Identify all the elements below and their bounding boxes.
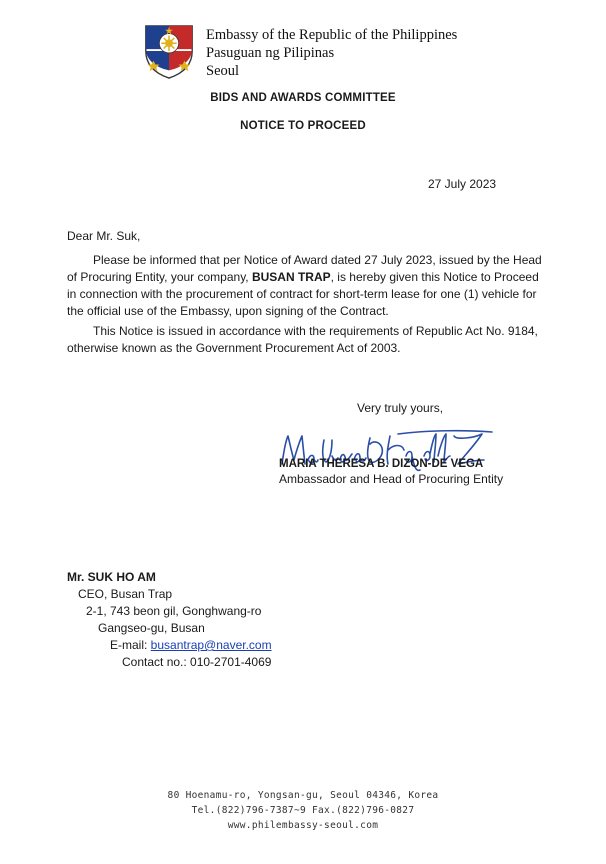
embassy-city: Seoul	[206, 63, 240, 79]
document-title: NOTICE TO PROCEED	[240, 120, 366, 132]
closing: Very truly yours,	[357, 401, 444, 415]
embassy-name-filipino: Pasuguan ng Pilipinas	[206, 45, 335, 61]
embassy-name: Embassy of the Republic of the Philippines	[206, 27, 458, 43]
addressee-name: Mr. SUK HO AM	[67, 570, 156, 584]
body-paragraph-1	[67, 252, 545, 320]
paragraph-1-after: , is hereby given this Notice to Proceed in connection with the procurement of contract for short-term lease for one (1) vehicle for the official use of the Embassy, upon signing of the Contract.	[67, 270, 539, 318]
paragraph-1-before: Please be informed that per Notice of Award dated 27 July 2023, issued by the Head of Procuring Entity, your company,	[67, 253, 542, 284]
company-name: BUSAN TRAP	[251, 270, 331, 284]
salutation: Dear Mr. Suk,	[67, 229, 141, 243]
addressee-email-line	[110, 637, 272, 654]
footer-website: www.philembassy-seoul.com	[227, 820, 379, 831]
addressee-district: Gangseo-gu, Busan	[98, 621, 205, 635]
committee-heading: BIDS AND AWARDS COMMITTEE	[210, 92, 396, 104]
addressee-position: CEO, Busan Trap	[78, 587, 173, 601]
signer-name: MARIA THERESA B. DIZON-DE VEGA	[279, 458, 484, 470]
email-link[interactable]: busantrap@naver.com	[150, 638, 272, 652]
email-label: E-mail:	[110, 638, 151, 652]
signer-title: Ambassador and Head of Procuring Entity	[279, 472, 504, 486]
body-paragraph-2: This Notice is issued in accordance with the requirements of Republic Act No. 9184, otherwise known as the Government Procurement Act of 2003.	[67, 324, 538, 355]
addressee-street: 2-1, 743 beon gil, Gonghwang-ro	[86, 604, 262, 618]
footer-address: 80 Hoenamu-ro, Yongsan-gu, Seoul 04346, Korea	[167, 790, 439, 801]
letterhead	[206, 26, 457, 80]
philippine-seal-icon	[140, 22, 198, 80]
letter-date: 27 July 2023	[428, 177, 497, 191]
footer-phones: Tel.(822)796-7387~9 Fax.(822)796-0827	[191, 805, 415, 816]
addressee-contact: Contact no.: 010-2701-4069	[122, 655, 272, 669]
